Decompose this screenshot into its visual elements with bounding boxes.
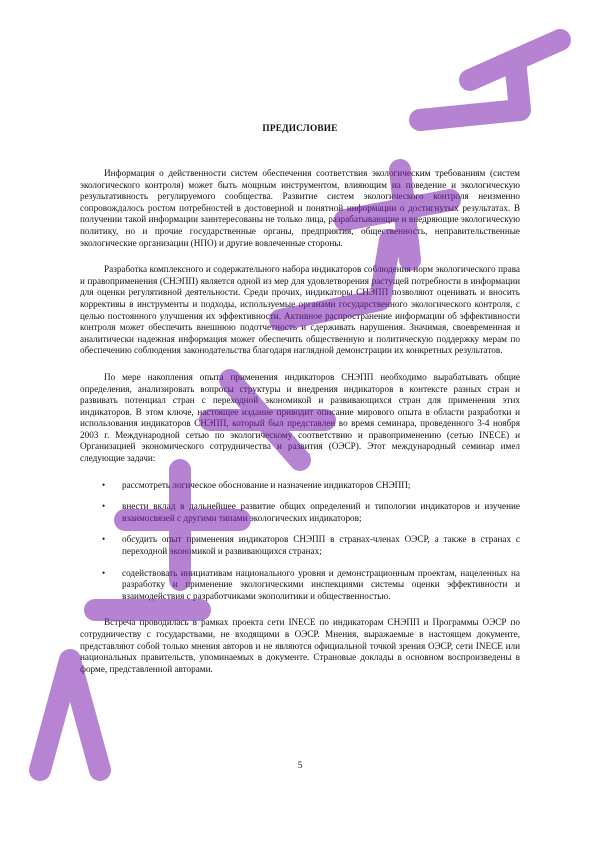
page-number: 5 xyxy=(297,760,303,770)
body-text xyxy=(80,168,520,690)
list-item xyxy=(80,534,520,557)
paragraph-2: Разработка комплексного и содержательного набора индикаторов соблюдения норм экологического права и правоприменения (СНЭПП) является одной из мер для удовлетворения растущей потребности в информации для оценки регулятивной деятельности. Среди прочих, индикаторы СНЭПП позволяют оценивать и вносить коррективы в инструменты и подходы, используемые органами государственного экологического контроля, с целью постоянного улучшения их эффективности. Активное распространение информации об эффективности контроля может обеспечить внешнюю подотчетность и сдерживать нарушения. Значимая, своевременная и аналитически надежная информация может обеспечить общественную и политическую поддержку мерам по обеспечению соблюдения законодательства благодаря наглядной демонстрации их конкретных результатов. xyxy=(80,264,520,356)
list-item xyxy=(80,568,520,603)
watermark-stroke xyxy=(420,60,520,120)
list-item xyxy=(80,501,520,524)
bullet-icon: • xyxy=(102,501,106,512)
paragraph-1: Информация о действенности систем обеспечения соответствия экологическим требованиям (систем экологического контроля) может быть мощным инструментом, влияющим на поведение и экологическую результативность регулируемого сообщества. Развитие систем экологического контроля неизменно сопровождалось ростом потребностей в достоверной и понятной информации о достигнутых результатах. В получении такой информации заинтересованы не только лица, разрабатывающие и внедряющие экологическую политику, но и прочие государственные органы, предприятия, общественность, неправительственные экологические организации (НПО) и другие вовлеченные стороны. xyxy=(80,168,520,248)
list-item xyxy=(80,480,520,492)
bullet-icon: • xyxy=(102,567,106,578)
page-title: ПРЕДИСЛОВИЕ xyxy=(262,124,338,134)
task-list xyxy=(80,480,520,603)
paragraph-3: По мере накопления опыта применения индикаторов СНЭПП необходимо вырабатывать общие определения, анализировать вопросы структуры и внедрения индикаторов в контексте разных стран и развивать потенциал стран с переходной экономикой и развивающихся стран для применения этих индикаторов. В этом ключе, настоящее издание приводит описание мирового опыта в области разработки и использования индикаторов СНЭПП, который был представлен во время семинара, проведенного 3-4 ноября 2003 г. Международной сетью по экологическому соответствию и правоприменению (сетью INECE) и Организацией экономического сотрудничества и развития (ОЭСР). Этот международный семинар имел следующие задачи: xyxy=(80,371,520,464)
bullet-icon: • xyxy=(102,479,106,490)
list-item-text: содействовать инициативам национального уровня и демонстрационным проектам, нацеленных на разработку и применение экологическими инспекциями системы оценки эффективности и взаимодействия с разработчиками экополитики и общественностью. xyxy=(122,567,520,601)
list-item-text: обсудить опыт применения индикаторов СНЭПП в странах-членах ОЭСР, а также в странах с переходной экономикой и развивающихся странах; xyxy=(122,534,520,557)
bullet-icon: • xyxy=(102,534,106,545)
closing-paragraph: Встреча проводилась в рамках проекта сети INECE по индикаторам СНЭПП и Программы ОЭСР по сотрудничеству с государствами, не входящими в ОЭСР. Мнения, выражаемые в настоящем документе, представляют собой только мнения авторов и не являются официальной точкой зрения ОЭСР, сети INECE или национальных правительств, упоминаемых в документе. Страновые доклады в основном воспроизведены в форме, представленной авторами. xyxy=(80,617,520,674)
list-item-text: внести вклад в дальнейшее развитие общих определений и типологии индикаторов и изучение взаимосвязей с другими типами экологических индикаторов; xyxy=(122,501,520,523)
watermark-stroke xyxy=(470,40,560,80)
list-item-text: рассмотреть логическое обоснование и назначение индикаторов СНЭПП; xyxy=(122,479,411,490)
